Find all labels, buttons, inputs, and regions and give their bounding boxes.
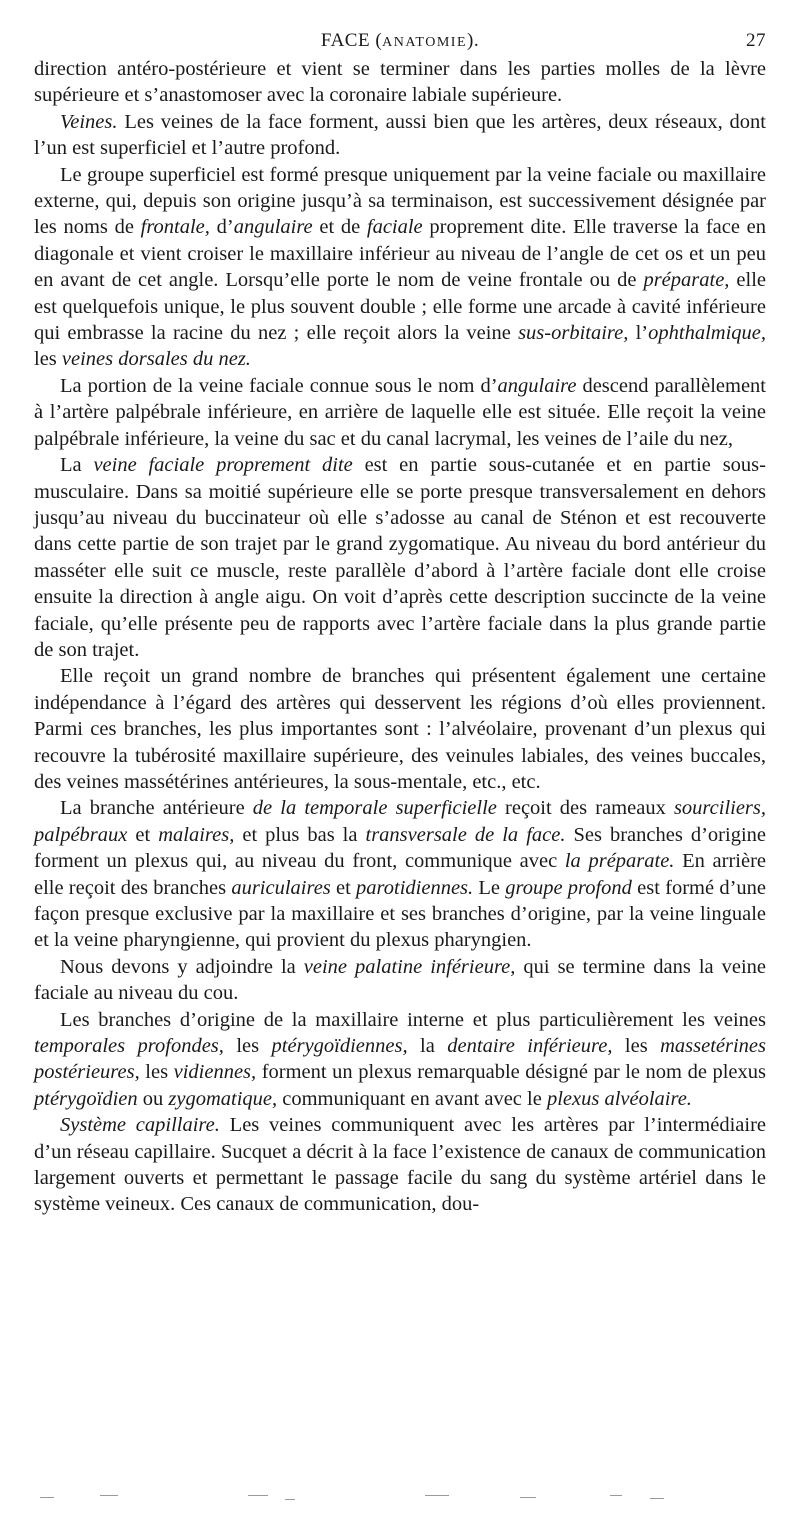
text-run: l’ <box>628 322 649 345</box>
italic-run: ophthalmique, <box>648 322 766 345</box>
running-head-title-smallcaps: ANATOMIE <box>382 35 467 50</box>
italic-run: ptérygoïdiennes, <box>271 1035 408 1058</box>
paragraph <box>34 795 766 953</box>
page-number: 27 <box>746 30 766 51</box>
text-run: reçoit des rameaux <box>496 797 674 820</box>
italic-run: angulaire <box>233 216 313 239</box>
text-run: Ses branches d’origine forment un plexus qui, au niveau du front, communique avec <box>34 823 766 873</box>
text-run: La portion de la veine faciale connue sous le nom d’ <box>60 374 498 397</box>
text-run: proprement dite. Elle traverse la face en diagonale et vient croiser le maxillaire inférieur au niveau de l’angle de cet os et un peu en avant de cet angle. Lorsqu’elle porte le nom de veine frontale ou de <box>34 216 767 292</box>
text-run: qui se termine dans la veine faciale au niveau du cou. <box>34 955 766 1005</box>
text-run: et plus bas la <box>234 823 366 846</box>
running-head <box>34 30 766 56</box>
italic-run: veine faciale proprement dite <box>93 454 353 477</box>
text-run: forment un plexus remarquable désigné par le nom de plexus <box>256 1061 766 1084</box>
scan-artifacts <box>0 1495 800 1507</box>
text-run: est en partie sous-cutanée et en partie sous-musculaire. Dans sa moitié supérieure elle se porte presque transversalement en dehors jusqu’au niveau du buccinateur où elle s’adosse au canal de Sténon et est recouverte dans cette partie de son trajet par le grand zygomatique. Au niveau du bord antérieur du masséter elle suit ce muscle, reste parallèle d’abord à l’artère faciale dont elle croise ensuite la direction à angle aigu. On voit d’après cette description succincte de la veine faciale, qu’elle présente peu de rapports avec l’artère faciale dans la plus grande partie de son trajet. <box>34 454 766 661</box>
text-run: descend parallèlement à l’artère palpébrale inférieure, en arrière de laquelle elle est située. Elle reçoit la veine palpébrale inférieure, la veine du sac et du canal lacrymal, les veines de l’aile du nez, <box>34 374 766 450</box>
text-run: et <box>330 876 357 899</box>
text-run: direction antéro-postérieure et vient se terminer dans les parties molles de la lèvre supérieure et s’anastomoser avec la coronaire labiale supérieure. <box>34 58 766 107</box>
text-run: d’ <box>209 216 234 239</box>
italic-run: préparate, <box>643 269 730 292</box>
italic-run: dentaire inférieure, <box>447 1035 613 1058</box>
italic-run: vidiennes, <box>173 1061 257 1084</box>
text-run: ou <box>137 1087 169 1110</box>
italic-run: auriculaires <box>231 876 331 899</box>
paragraph <box>34 452 766 663</box>
text-run: Les veines de la face forment, aussi bien que les artères, deux réseaux, dont l’un est superficiel et l’autre profond. <box>34 110 766 160</box>
italic-run: massetérines postérieures, <box>34 1035 767 1084</box>
italic-run: Système capillaire. <box>60 1114 220 1137</box>
text-run: Le <box>473 876 506 899</box>
italic-run: frontale, <box>140 216 210 239</box>
running-head-title <box>34 30 766 52</box>
italic-run: ptérygoïdien <box>34 1087 138 1110</box>
text-run: Nous devons y adjoindre la <box>60 955 304 978</box>
paragraph <box>34 663 766 795</box>
text-run: la <box>407 1035 448 1058</box>
body-text <box>34 56 766 1218</box>
text-run: communiquant en avant avec le <box>277 1087 547 1110</box>
paragraph <box>34 373 766 452</box>
running-head-title-main: FACE ( <box>320 30 383 51</box>
italic-run: temporales profondes, <box>34 1035 224 1058</box>
text-run: est formé d’une façon presque exclusive par la maxillaire et ses branches d’origine, par la veine linguale et la veine pharyngienne, qui provient du plexus pharyngien. <box>34 876 767 952</box>
italic-run: la préparate. <box>564 850 675 873</box>
text-run: En arrière elle reçoit des branches <box>34 850 766 899</box>
italic-run: sourciliers, palpébraux <box>34 797 767 846</box>
text-run: et <box>127 823 159 846</box>
italic-run: zygomatique, <box>168 1087 278 1110</box>
text-run: les <box>139 1061 174 1084</box>
text-run: Les veines communiquent avec les artères par l’intermédiaire d’un réseau capillaire. Sucquet a décrit à la face l’existence de canaux de communication largement ouverts et permettant le passage facile du sang du système artériel dans le système veineux. Ces canaux de communication, dou- <box>34 1114 766 1216</box>
italic-run: veines dorsales du nez. <box>61 348 251 371</box>
italic-run: de la temporale superficielle <box>252 797 497 820</box>
text-run: elle est quelquefois unique, le plus souvent double ; elle forme une arcade à cavité inférieure qui embrasse la racine du nez ; elle reçoit alors la veine <box>34 269 766 345</box>
italic-run: parotidiennes. <box>356 876 474 899</box>
paragraph <box>34 1112 766 1218</box>
italic-run: transversale de la face. <box>365 823 566 846</box>
text-run: La <box>60 454 94 477</box>
book-page <box>34 30 766 1218</box>
text-run: Elle reçoit un grand nombre de branches qui présentent également une certaine indépendance à l’égard des artères qui desservent les régions d’où elles proviennent. Parmi ces branches, les plus importantes sont : l’alvéolaire, provenant d’un plexus qui recouvre la tubérosité maxillaire supérieure, des veinules labiales, des veines buccales, des veines massétérines antérieures, la sous-mentale, etc., etc. <box>34 665 766 793</box>
paragraph <box>34 1007 766 1113</box>
italic-run: malaires, <box>158 823 235 846</box>
paragraph <box>34 56 766 109</box>
text-run: La branche antérieure <box>60 797 253 820</box>
paragraph <box>34 109 766 162</box>
italic-run: veine palatine inférieure, <box>303 955 516 978</box>
italic-run: plexus alvéolaire. <box>546 1087 692 1110</box>
text-run: les <box>223 1035 272 1058</box>
italic-run: angulaire <box>497 374 577 397</box>
paragraph <box>34 162 766 373</box>
text-run: et de <box>312 216 367 239</box>
text-run: Les branches d’origine de la maxillaire interne et plus particulièrement les veines <box>60 1008 766 1031</box>
italic-run: Veines. <box>60 110 118 133</box>
italic-run: sus-orbitaire, <box>518 322 629 345</box>
text-run: Le groupe superficiel est formé presque uniquement par la veine faciale ou maxillaire externe, qui, depuis son origine jusqu’à sa terminaison, est successivement désignée par les noms de <box>34 163 766 239</box>
paragraph <box>34 954 766 1007</box>
text-run: les <box>612 1035 661 1058</box>
text-run: les <box>34 348 62 371</box>
italic-run: faciale <box>366 216 423 239</box>
italic-run: groupe profond <box>505 876 632 899</box>
running-head-title-end: ). <box>467 30 480 51</box>
